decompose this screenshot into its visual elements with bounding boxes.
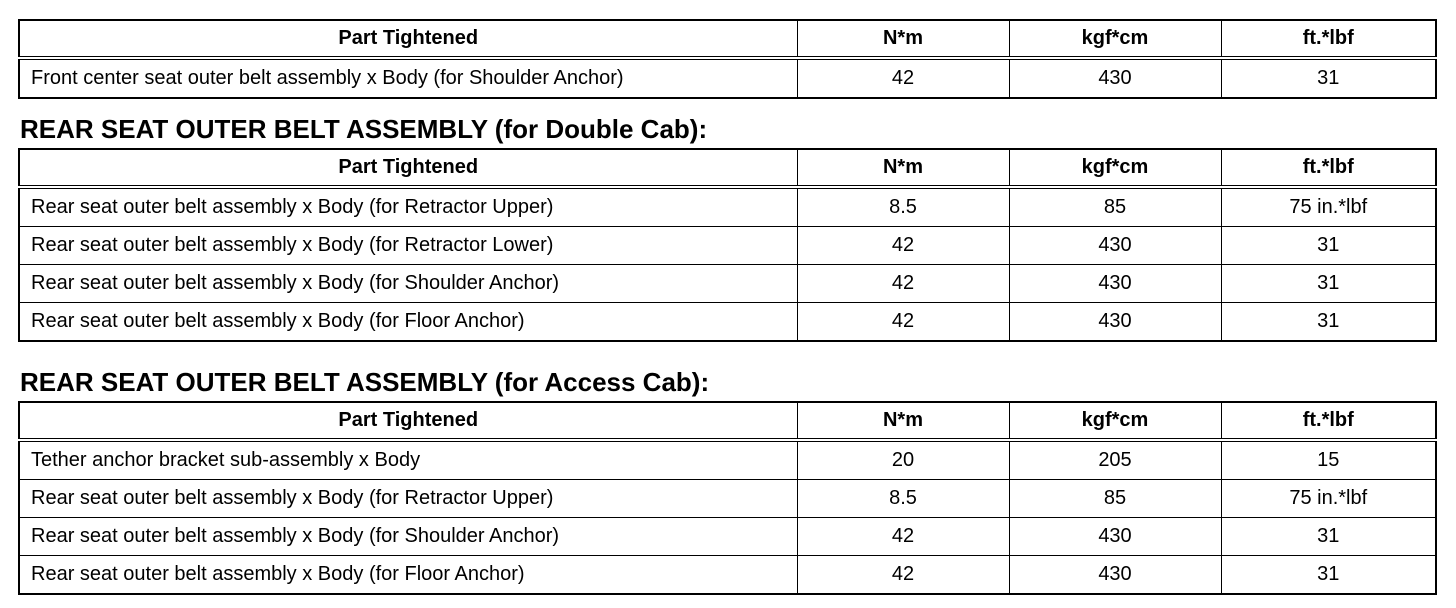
table-header-row: [19, 20, 1436, 58]
table-header-row: [19, 149, 1436, 187]
nm-cell: 42: [797, 556, 1009, 595]
torque-table: [18, 19, 1437, 99]
column-header-ftlbf: ft.*lbf: [1221, 20, 1436, 58]
ftlbf-cell: 31: [1221, 227, 1436, 265]
torque-section-access-cab: [18, 367, 1435, 595]
ftlbf-cell: 31: [1221, 518, 1436, 556]
column-header-nm: N*m: [797, 149, 1009, 187]
nm-cell: 42: [797, 303, 1009, 342]
part-cell: Rear seat outer belt assembly x Body (for Retractor Lower): [19, 227, 797, 265]
column-header-part: Part Tightened: [19, 20, 797, 58]
ftlbf-cell: 75 in.*lbf: [1221, 480, 1436, 518]
kgfcm-cell: 85: [1009, 187, 1221, 227]
kgfcm-cell: 430: [1009, 518, 1221, 556]
kgfcm-cell: 430: [1009, 58, 1221, 98]
ftlbf-cell: 31: [1221, 265, 1436, 303]
table-row: [19, 518, 1436, 556]
column-header-part: Part Tightened: [19, 149, 797, 187]
column-header-kgfcm: kgf*cm: [1009, 402, 1221, 440]
nm-cell: 8.5: [797, 480, 1009, 518]
column-header-nm: N*m: [797, 402, 1009, 440]
table-row: [19, 480, 1436, 518]
kgfcm-cell: 430: [1009, 556, 1221, 595]
ftlbf-cell: 15: [1221, 440, 1436, 480]
part-cell: Tether anchor bracket sub-assembly x Body: [19, 440, 797, 480]
kgfcm-cell: 85: [1009, 480, 1221, 518]
kgfcm-cell: 430: [1009, 303, 1221, 342]
column-header-kgfcm: kgf*cm: [1009, 20, 1221, 58]
ftlbf-cell: 31: [1221, 556, 1436, 595]
column-header-nm: N*m: [797, 20, 1009, 58]
torque-section-double-cab: [18, 114, 1435, 342]
table-row: [19, 303, 1436, 342]
part-cell: Rear seat outer belt assembly x Body (for Floor Anchor): [19, 303, 797, 342]
table-row: [19, 556, 1436, 595]
column-header-part: Part Tightened: [19, 402, 797, 440]
torque-table: [18, 148, 1437, 342]
table-header-row: [19, 402, 1436, 440]
part-cell: Front center seat outer belt assembly x Body (for Shoulder Anchor): [19, 58, 797, 98]
part-cell: Rear seat outer belt assembly x Body (for Floor Anchor): [19, 556, 797, 595]
nm-cell: 42: [797, 518, 1009, 556]
column-header-ftlbf: ft.*lbf: [1221, 402, 1436, 440]
nm-cell: 20: [797, 440, 1009, 480]
torque-section-front-center: [18, 19, 1435, 99]
table-row: [19, 440, 1436, 480]
part-cell: Rear seat outer belt assembly x Body (for Shoulder Anchor): [19, 265, 797, 303]
column-header-kgfcm: kgf*cm: [1009, 149, 1221, 187]
nm-cell: 42: [797, 58, 1009, 98]
column-header-ftlbf: ft.*lbf: [1221, 149, 1436, 187]
table-row: [19, 187, 1436, 227]
nm-cell: 42: [797, 265, 1009, 303]
kgfcm-cell: 205: [1009, 440, 1221, 480]
part-cell: Rear seat outer belt assembly x Body (for Retractor Upper): [19, 187, 797, 227]
nm-cell: 8.5: [797, 187, 1009, 227]
ftlbf-cell: 31: [1221, 303, 1436, 342]
table-row: [19, 227, 1436, 265]
table-row: [19, 58, 1436, 98]
kgfcm-cell: 430: [1009, 265, 1221, 303]
part-cell: Rear seat outer belt assembly x Body (for Shoulder Anchor): [19, 518, 797, 556]
ftlbf-cell: 75 in.*lbf: [1221, 187, 1436, 227]
table-row: [19, 265, 1436, 303]
nm-cell: 42: [797, 227, 1009, 265]
ftlbf-cell: 31: [1221, 58, 1436, 98]
torque-table: [18, 401, 1437, 595]
section-heading: REAR SEAT OUTER BELT ASSEMBLY (for Double Cab):: [20, 114, 708, 144]
kgfcm-cell: 430: [1009, 227, 1221, 265]
section-heading: REAR SEAT OUTER BELT ASSEMBLY (for Access Cab):: [20, 367, 710, 397]
part-cell: Rear seat outer belt assembly x Body (for Retractor Upper): [19, 480, 797, 518]
